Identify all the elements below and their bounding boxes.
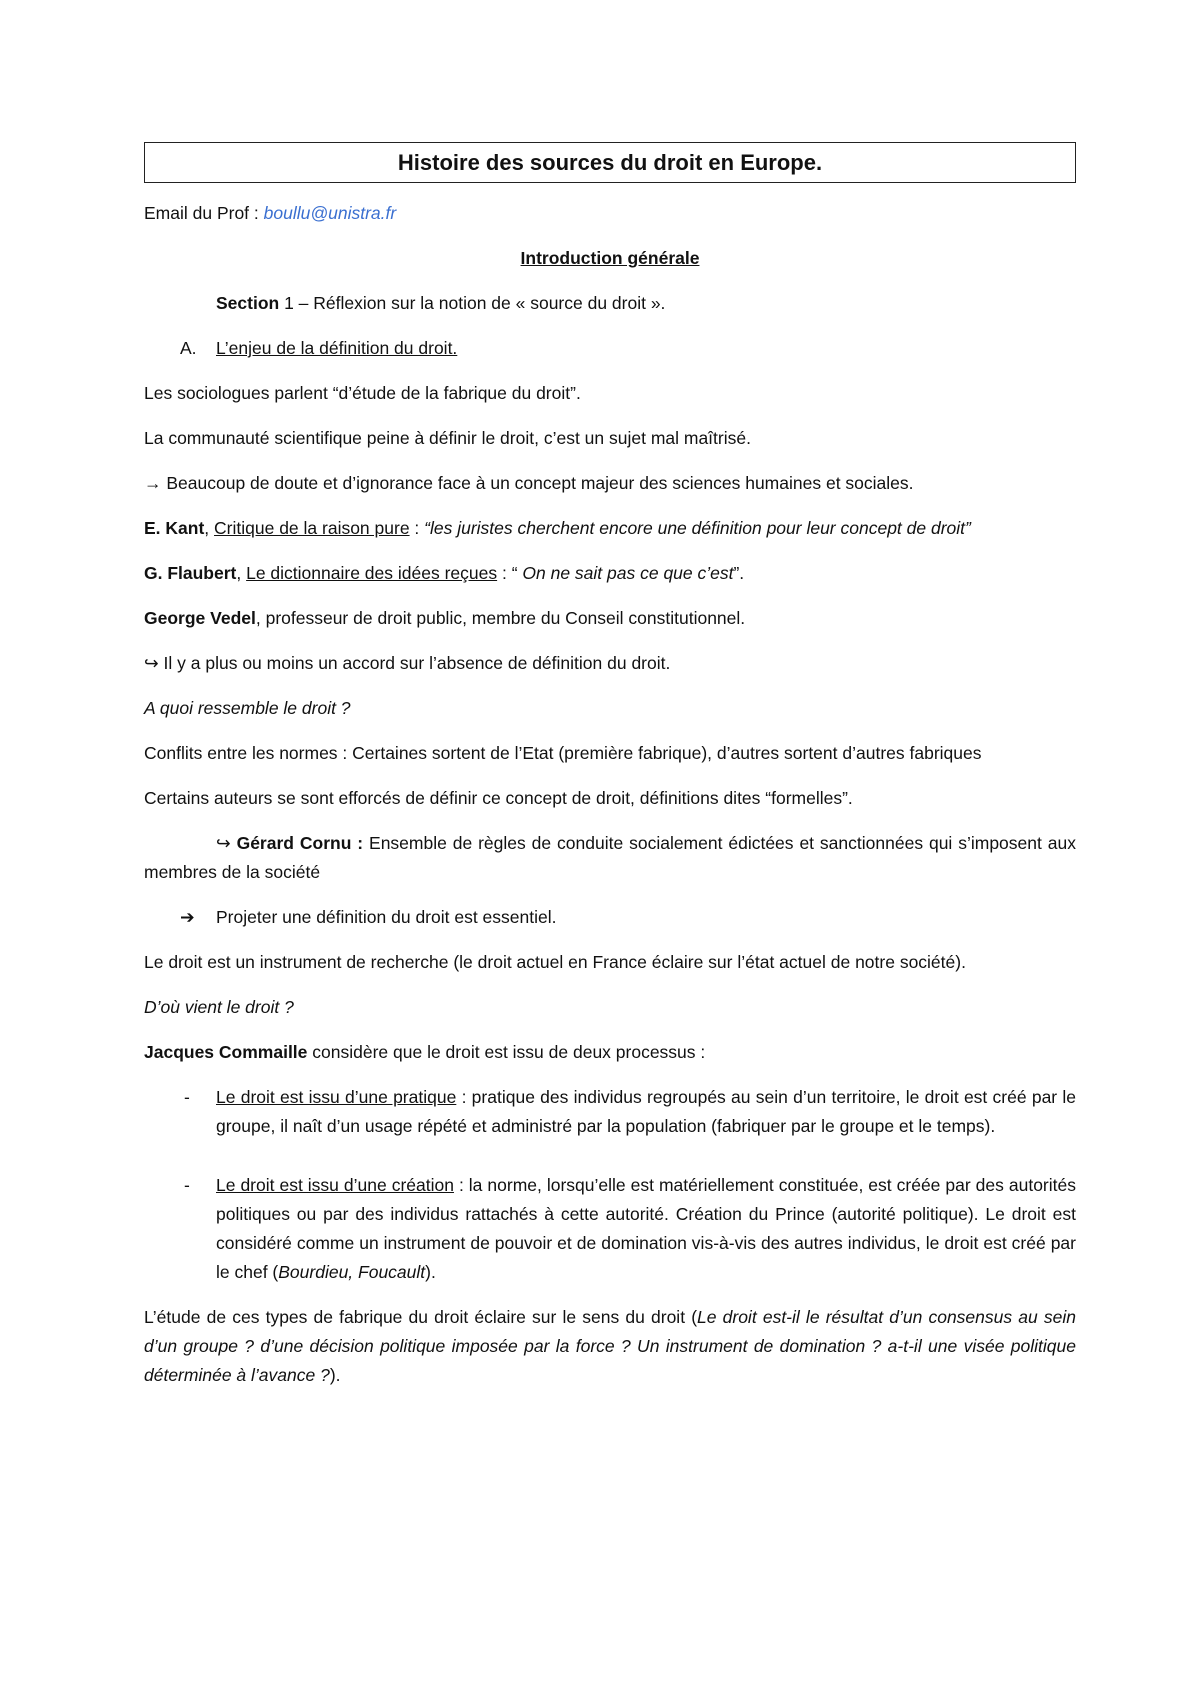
right-arrow-icon: → [144, 473, 162, 493]
paragraph-projeter-text: Projeter une définition du droit est essentiel. [216, 907, 557, 927]
final-end: ). [329, 1365, 341, 1385]
kant-quote: “les juristes cherchent encore une définition pour leur concept de droit” [424, 518, 971, 538]
document-title-box [144, 142, 1076, 183]
bold-arrow-icon: ➔ [180, 907, 195, 927]
hook-arrow-icon: ↪ [216, 833, 231, 853]
quote-kant [144, 514, 1076, 543]
list-item-end: ). [425, 1262, 436, 1282]
paragraph-accord-text: Il y a plus ou moins un accord sur l’absence de définition du droit. [158, 653, 671, 673]
flaubert-end: ”. [733, 563, 745, 583]
cornu-colon: : [351, 833, 370, 853]
document-title: Histoire des sources du droit en Europe. [397, 150, 823, 175]
paragraph-doute [144, 469, 1076, 498]
final-italic: Le droit est-il le résultat d’un consensus au sein d’un groupe ? d’une décision politique imposée par la force ? Un instrument de domination ? a-t-il une visée politique déterminée à l’avance ? [144, 1307, 1076, 1385]
quote-flaubert [144, 559, 1076, 588]
paragraph-vedel [144, 604, 1076, 633]
list-item-text [216, 1083, 1076, 1141]
paragraph-certains: Certains auteurs se sont efforcés de définir ce concept de droit, définitions dites “formelles”. [144, 788, 853, 808]
list-bullet: - [184, 1175, 190, 1195]
flaubert-sep: , [236, 563, 247, 583]
paragraph-conflits: Conflits entre les normes : Certaines sortent de l’Etat (première fabrique), d’autres sortent d’autres fabriques [144, 743, 982, 763]
paragraph-instrument: Le droit est un instrument de recherche (le droit actuel en France éclaire sur l’état actuel de notre société). [144, 952, 966, 972]
section-text: 1 – Réflexion sur la notion de « source du droit ». [279, 293, 666, 313]
intro-heading-line [144, 244, 1076, 273]
flaubert-name: G. Flaubert [144, 563, 237, 583]
paragraph-commaille [144, 1038, 1076, 1067]
vedel-text: , professeur de droit public, membre du Conseil constitutionnel. [255, 608, 746, 628]
cornu-text: Ensemble de règles de conduite socialement édictées et sanctionnées qui s’imposent aux membres de la société [144, 833, 1076, 882]
email-line [144, 199, 1076, 228]
cornu-name: Gérard Cornu [236, 833, 352, 853]
subsection-title: L’enjeu de la définition du droit. [216, 338, 458, 358]
list-item-head: Le droit est issu d’une pratique [216, 1087, 457, 1107]
paragraph-accord [144, 649, 1076, 678]
paragraph-doute-text: Beaucoup de doute et d’ignorance face à un concept majeur des sciences humaines et sociales. [161, 473, 914, 493]
commaille-text: considère que le droit est issu de deux processus : [307, 1042, 706, 1062]
flaubert-colon: : “ [497, 563, 523, 583]
document-page [144, 142, 1076, 1406]
hook-arrow-icon: ↪ [144, 653, 159, 673]
paragraph-sociologues: Les sociologues parlent “d’étude de la fabrique du droit”. [144, 383, 581, 403]
flaubert-quote: On ne sait pas ce que c’est [522, 563, 734, 583]
paragraph-final [144, 1303, 1076, 1390]
subsection-heading [144, 334, 1076, 363]
question-vient: D’où vient le droit ? [144, 997, 294, 1017]
kant-work: Critique de la raison pure [214, 518, 410, 538]
list-item [144, 1171, 1076, 1287]
list-bullet: - [184, 1087, 190, 1107]
definition-cornu [144, 829, 1076, 887]
list-item-body: : pratique des individus regroupés au sein d’un territoire, le droit est créé par le groupe, il naît d’un usage répété et administré par la population (fabriquer par le groupe et le temps). [216, 1087, 1077, 1136]
question-ressemble: A quoi ressemble le droit ? [144, 698, 351, 718]
list-item-names: Bourdieu, Foucault [278, 1262, 426, 1282]
flaubert-work: Le dictionnaire des idées reçues [246, 563, 498, 583]
final-start: L’étude de ces types de fabrique du droit éclaire sur le sens du droit ( [144, 1307, 698, 1327]
email-label: Email du Prof : [144, 203, 264, 223]
spacer [144, 1157, 1076, 1171]
commaille-name: Jacques Commaille [144, 1042, 308, 1062]
list-item-head: Le droit est issu d’une création [216, 1175, 454, 1195]
vedel-name: George Vedel [144, 608, 256, 628]
section-heading [144, 289, 1076, 318]
section-label: Section [216, 293, 280, 313]
email-link[interactable]: boullu@unistra.fr [263, 203, 397, 223]
subsection-marker: A. [180, 338, 197, 358]
intro-heading: Introduction générale [520, 248, 700, 268]
kant-name: E. Kant [144, 518, 205, 538]
list-item [144, 1083, 1076, 1141]
paragraph-projeter [144, 903, 1076, 932]
list-item-text [216, 1171, 1076, 1287]
kant-sep: , [204, 518, 215, 538]
paragraph-communaute: La communauté scientifique peine à définir le droit, c’est un sujet mal maîtrisé. [144, 428, 751, 448]
list-item-body: : la norme, lorsqu’elle est matériellement constituée, est créée par des autorités politiques ou par des individus rattachés à cette autorité. Création du Prince (autorité politique). Le droit est considéré comme un instrument de pouvoir et de domination vis-à-vis des autres individus, le droit est créé par le chef ( [216, 1175, 1076, 1282]
kant-colon: : [409, 518, 425, 538]
